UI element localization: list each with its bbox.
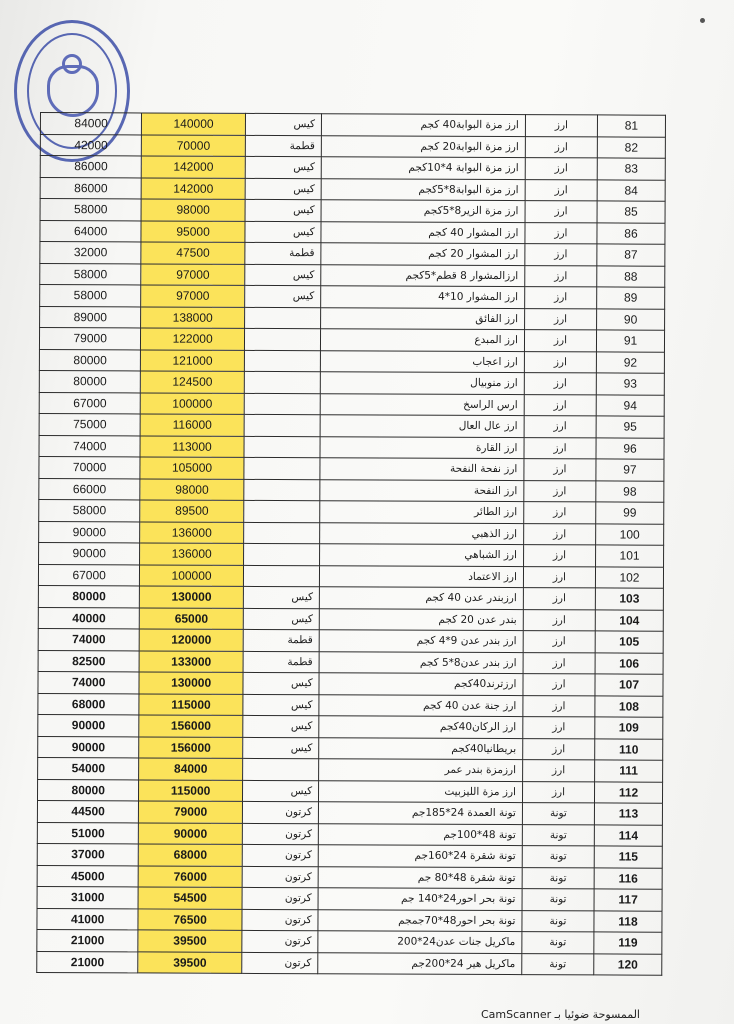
item-name-cell: ارز مزة البوابة8*5كجم [321, 178, 525, 200]
cost-cell: 89000 [40, 306, 141, 328]
unit-cell: كيس [245, 199, 321, 221]
cost-cell: 58000 [40, 285, 141, 307]
unit-cell [244, 350, 320, 372]
row-number-cell: 118 [594, 910, 662, 932]
unit-cell [244, 328, 320, 350]
unit-cell: كيس [242, 780, 318, 802]
price-cell: 54500 [138, 887, 242, 909]
unit-cell: كيس [243, 715, 319, 737]
unit-cell: قطمة [245, 135, 321, 157]
item-name-cell: ارس الراسخ [320, 393, 524, 415]
price-cell: 124500 [141, 371, 245, 393]
table-row [38, 671, 663, 695]
category-cell: تونة [522, 910, 594, 932]
table-row [39, 349, 664, 373]
category-cell: ارز [523, 674, 595, 696]
item-name-cell: بندر عدن 20 كجم [319, 608, 523, 630]
cost-cell: 82500 [38, 650, 139, 672]
table-row [38, 650, 663, 674]
table-row [40, 306, 665, 330]
unit-cell [244, 393, 320, 415]
category-cell: ارز [524, 502, 596, 524]
cost-cell: 80000 [38, 585, 139, 607]
item-name-cell: ارز مزة الليزبيت [319, 780, 523, 802]
cost-cell: 86000 [40, 156, 141, 178]
category-cell: ارز [525, 287, 597, 309]
unit-cell: كرتون [242, 801, 318, 823]
price-cell: 105000 [140, 457, 244, 479]
item-name-cell: ارز الشباهي [320, 544, 524, 566]
cost-cell: 74000 [38, 671, 139, 693]
unit-cell: كرتون [242, 887, 318, 909]
category-cell: ارز [525, 179, 597, 201]
price-cell: 136000 [140, 521, 244, 543]
table-row [39, 435, 664, 459]
row-number-cell: 115 [594, 846, 662, 868]
unit-cell: كيس [245, 178, 321, 200]
row-number-cell: 119 [594, 932, 662, 954]
item-name-cell: ارز بندر عدن 9*4 كجم [319, 630, 523, 652]
row-number-cell: 101 [596, 545, 664, 567]
item-name-cell: ارز مزة البوابة 4*10كجم [321, 157, 525, 179]
row-number-cell: 117 [594, 889, 662, 911]
item-name-cell: ارز الطائر [320, 501, 524, 523]
item-name-cell: ارز الاعتماد [320, 565, 524, 587]
table-row [38, 564, 663, 588]
row-number-cell: 96 [596, 437, 664, 459]
unit-cell: قطمة [243, 651, 319, 673]
category-cell: ارز [523, 609, 595, 631]
unit-cell: كيس [245, 113, 321, 135]
cost-cell: 40000 [38, 607, 139, 629]
item-name-cell: ماكريل جنات عدن24*200 [318, 931, 522, 953]
camscanner-footer: الممسوحة ضوئيا بـ CamScanner [480, 1008, 640, 1021]
cost-cell: 68000 [38, 693, 139, 715]
price-cell: 130000 [140, 586, 244, 608]
row-number-cell: 83 [597, 158, 665, 180]
price-cell: 100000 [140, 564, 244, 586]
category-cell: تونة [522, 932, 594, 954]
table-row [40, 242, 665, 266]
unit-cell: كيس [245, 221, 321, 243]
category-cell: ارز [523, 652, 595, 674]
row-number-cell: 85 [597, 201, 665, 223]
price-cell: 97000 [141, 263, 245, 285]
table-row [39, 413, 664, 437]
item-name-cell: بريطانيا40كجم [319, 737, 523, 759]
unit-cell: كرتون [242, 866, 318, 888]
item-name-cell: ارزبندر عدن 40 كجم [319, 587, 523, 609]
item-name-cell: ارزالمشوار 8 قطم*5كجم [321, 264, 525, 286]
cost-cell: 64000 [40, 220, 141, 242]
cost-cell: 21000 [37, 929, 138, 951]
category-cell: ارز [524, 523, 596, 545]
price-cell: 84000 [139, 758, 243, 780]
cost-cell: 74000 [38, 628, 139, 650]
row-number-cell: 89 [597, 287, 665, 309]
row-number-cell: 114 [594, 824, 662, 846]
row-number-cell: 104 [595, 609, 663, 631]
table-row [37, 779, 662, 803]
unit-cell [244, 479, 320, 501]
item-name-cell: ارز مزة البوابة40 كجم [322, 114, 526, 136]
row-number-cell: 113 [594, 803, 662, 825]
price-cell: 98000 [140, 478, 244, 500]
row-number-cell: 100 [596, 523, 664, 545]
cost-cell: 44500 [37, 800, 138, 822]
price-cell: 65000 [140, 607, 244, 629]
cost-cell: 90000 [38, 714, 139, 736]
item-name-cell: ارز جنة عدن 40 كجم [319, 694, 523, 716]
item-name-cell: تونة شقرة 24*160جم [318, 845, 522, 867]
category-cell: ارز [524, 437, 596, 459]
unit-cell [243, 522, 319, 544]
table-row [39, 328, 664, 352]
table-row [37, 908, 662, 932]
price-cell: 120000 [140, 629, 244, 651]
unit-cell: كرتون [242, 930, 318, 952]
table-row [37, 951, 662, 975]
cost-cell: 79000 [39, 328, 140, 350]
category-cell: ارز [524, 480, 596, 502]
category-cell: ارز [523, 545, 595, 567]
table-row [38, 693, 663, 717]
cost-cell: 51000 [37, 822, 138, 844]
price-cell: 76500 [138, 908, 242, 930]
unit-cell [244, 500, 320, 522]
row-number-cell: 93 [596, 373, 664, 395]
category-cell: تونة [522, 867, 594, 889]
row-number-cell: 90 [597, 308, 665, 330]
cost-cell: 86000 [40, 177, 141, 199]
row-number-cell: 97 [596, 459, 664, 481]
category-cell: تونة [522, 953, 594, 975]
unit-cell [244, 371, 320, 393]
price-cell: 138000 [141, 306, 245, 328]
table-row [37, 929, 662, 953]
category-cell: ارز [523, 588, 595, 610]
cost-cell: 74000 [39, 435, 140, 457]
row-number-cell: 105 [595, 631, 663, 653]
table-row [40, 156, 665, 180]
price-cell: 136000 [140, 543, 244, 565]
row-number-cell: 110 [595, 738, 663, 760]
category-cell: ارز [522, 781, 594, 803]
item-name-cell: ارز المشوار 20 كجم [321, 243, 525, 265]
category-cell: ارز [525, 201, 597, 223]
unit-cell [243, 565, 319, 587]
price-cell: 142000 [141, 177, 245, 199]
category-cell: ارز [524, 416, 596, 438]
unit-cell [244, 457, 320, 479]
unit-cell: كيس [243, 694, 319, 716]
price-cell: 113000 [140, 435, 244, 457]
item-name-cell: ارز المبدع [321, 329, 525, 351]
cost-cell: 58000 [39, 499, 140, 521]
cost-cell: 67000 [39, 392, 140, 414]
item-name-cell: ارز القارة [320, 436, 524, 458]
table-row [38, 607, 663, 631]
cost-cell: 66000 [39, 478, 140, 500]
item-name-cell: ارز منوبيال [320, 372, 524, 394]
category-cell: تونة [522, 824, 594, 846]
table-row [37, 886, 662, 910]
item-name-cell: ارز نفحة النفحة [320, 458, 524, 480]
cost-cell: 80000 [39, 370, 140, 392]
cost-cell: 67000 [38, 564, 139, 586]
item-name-cell: ارزترند40كجم [319, 673, 523, 695]
row-number-cell: 88 [597, 265, 665, 287]
row-number-cell: 84 [597, 179, 665, 201]
item-name-cell: ارز المشوار 40 كجم [321, 221, 525, 243]
item-name-cell: ارز المشوار 10*4 [321, 286, 525, 308]
table-row [40, 285, 665, 309]
row-number-cell: 91 [596, 330, 664, 352]
item-name-cell: تونة بحر احور48*70جمجم [318, 909, 522, 931]
table-row [40, 134, 665, 158]
category-cell: ارز [525, 158, 597, 180]
row-number-cell: 106 [595, 652, 663, 674]
price-cell: 70000 [142, 134, 246, 156]
cost-cell: 37000 [37, 843, 138, 865]
category-cell: ارز [523, 695, 595, 717]
cost-cell: 90000 [38, 736, 139, 758]
table-row [39, 392, 664, 416]
price-cell: 156000 [139, 715, 243, 737]
item-name-cell: ارزمزة بندر عمر [319, 759, 523, 781]
item-name-cell: تونة العمدة 24*185جم [319, 802, 523, 824]
cost-cell: 90000 [39, 542, 140, 564]
unit-cell: كيس [243, 737, 319, 759]
price-cell: 122000 [141, 328, 245, 350]
category-cell: ارز [524, 373, 596, 395]
unit-cell: كيس [243, 672, 319, 694]
category-cell: ارز [523, 631, 595, 653]
cost-cell: 80000 [39, 349, 140, 371]
row-number-cell: 95 [596, 416, 664, 438]
category-cell: تونة [522, 846, 594, 868]
category-cell: ارز [525, 244, 597, 266]
item-name-cell: ارز اعجاب [320, 350, 524, 372]
category-cell: ارز [523, 566, 595, 588]
price-cell: 140000 [142, 113, 246, 135]
cost-cell: 54000 [38, 757, 139, 779]
unit-cell: قطمة [245, 242, 321, 264]
price-cell: 130000 [139, 672, 243, 694]
cost-cell: 58000 [40, 263, 141, 285]
table-row [39, 456, 664, 480]
category-cell: ارز [523, 760, 595, 782]
item-name-cell: ارز مزة الزير8*5كجم [321, 200, 525, 222]
cost-cell: 31000 [37, 886, 138, 908]
item-name-cell: ارز النفحة [320, 479, 524, 501]
price-cell: 115000 [139, 779, 243, 801]
unit-cell [244, 414, 320, 436]
category-cell: ارز [524, 351, 596, 373]
row-number-cell: 92 [596, 351, 664, 373]
row-number-cell: 103 [595, 588, 663, 610]
scan-speck [700, 18, 705, 23]
category-cell: ارز [525, 136, 597, 158]
table-row [40, 199, 665, 223]
category-cell: ارز [524, 394, 596, 416]
price-cell: 89500 [140, 500, 244, 522]
row-number-cell: 102 [595, 566, 663, 588]
cost-cell: 45000 [37, 865, 138, 887]
unit-cell: كيس [243, 586, 319, 608]
unit-cell: كيس [245, 264, 321, 286]
price-cell: 133000 [139, 650, 243, 672]
row-number-cell: 107 [595, 674, 663, 696]
table-row [38, 585, 663, 609]
row-number-cell: 81 [597, 115, 665, 137]
item-name-cell: تونة شقرة 48*80 جم [318, 866, 522, 888]
unit-cell: قطمة [243, 629, 319, 651]
row-number-cell: 111 [595, 760, 663, 782]
price-cell: 97000 [141, 285, 245, 307]
price-cell: 156000 [139, 736, 243, 758]
cost-cell: 80000 [37, 779, 138, 801]
item-name-cell: ارز عال العال [320, 415, 524, 437]
table-row [40, 113, 665, 137]
row-number-cell: 116 [594, 867, 662, 889]
row-number-cell: 120 [594, 953, 662, 975]
table-row [38, 736, 663, 760]
cost-cell: 84000 [40, 113, 141, 135]
category-cell: ارز [524, 308, 596, 330]
row-number-cell: 87 [597, 244, 665, 266]
table-row [38, 714, 663, 738]
cost-cell: 42000 [40, 134, 141, 156]
unit-cell: كيس [245, 156, 321, 178]
category-cell: ارز [523, 738, 595, 760]
unit-cell: كرتون [242, 952, 318, 974]
unit-cell [243, 543, 319, 565]
price-cell: 39500 [138, 930, 242, 952]
category-cell: ارز [525, 265, 597, 287]
item-name-cell: ارز الركان40كجم [319, 716, 523, 738]
row-number-cell: 82 [597, 136, 665, 158]
unit-cell [244, 436, 320, 458]
cost-cell: 41000 [37, 908, 138, 930]
table-row [39, 542, 664, 566]
table-row [39, 521, 664, 545]
table-row [39, 499, 664, 523]
price-cell: 98000 [141, 199, 245, 221]
price-list-table [36, 112, 666, 976]
item-name-cell: ارز الذهبي [320, 522, 524, 544]
category-cell: ارز [525, 222, 597, 244]
table-row [40, 263, 665, 287]
row-number-cell: 109 [595, 717, 663, 739]
price-cell: 79000 [139, 801, 243, 823]
category-cell: تونة [522, 889, 594, 911]
table-row [38, 628, 663, 652]
price-cell: 142000 [142, 156, 246, 178]
unit-cell: كرتون [242, 909, 318, 931]
item-name-cell: تونة 48*100جم [318, 823, 522, 845]
price-cell: 76000 [138, 865, 242, 887]
item-name-cell: ارز الفائق [321, 307, 525, 329]
price-cell: 116000 [140, 414, 244, 436]
row-number-cell: 112 [595, 781, 663, 803]
cost-cell: 90000 [39, 521, 140, 543]
item-name-cell: ماكريل هير 24*200جم [318, 952, 522, 974]
cost-cell: 32000 [40, 242, 141, 264]
price-cell: 115000 [139, 693, 243, 715]
cost-cell: 21000 [37, 951, 138, 973]
row-number-cell: 94 [596, 394, 664, 416]
price-cell: 95000 [141, 220, 245, 242]
category-cell: ارز [525, 115, 597, 137]
category-cell: ارز [523, 717, 595, 739]
row-number-cell: 108 [595, 695, 663, 717]
price-cell: 39500 [138, 951, 242, 973]
item-name-cell: ارز مزة البوابة20 كجم [321, 135, 525, 157]
unit-cell [244, 307, 320, 329]
table-row [37, 843, 662, 867]
eagle-emblem-icon [47, 65, 99, 117]
table-row [39, 478, 664, 502]
row-number-cell: 86 [597, 222, 665, 244]
item-name-cell: ارز بندر عدن8*5 كجم [319, 651, 523, 673]
table-row [39, 370, 664, 394]
category-cell: ارز [524, 459, 596, 481]
cost-cell: 70000 [39, 456, 140, 478]
table-row [40, 220, 665, 244]
unit-cell: كرتون [242, 823, 318, 845]
price-cell: 90000 [139, 822, 243, 844]
cost-cell: 58000 [40, 199, 141, 221]
table-row [40, 177, 665, 201]
category-cell: تونة [522, 803, 594, 825]
cost-cell: 75000 [39, 413, 140, 435]
category-cell: ارز [524, 330, 596, 352]
price-cell: 100000 [141, 392, 245, 414]
unit-cell: كرتون [242, 844, 318, 866]
table-row [37, 800, 662, 824]
table-row [37, 822, 662, 846]
unit-cell [242, 758, 318, 780]
table-row [37, 865, 662, 889]
price-cell: 121000 [141, 349, 245, 371]
item-name-cell: تونة بحر احور24*140 جم [318, 888, 522, 910]
price-cell: 68000 [139, 844, 243, 866]
table-row [38, 757, 663, 781]
row-number-cell: 99 [596, 502, 664, 524]
price-cell: 47500 [141, 242, 245, 264]
row-number-cell: 98 [596, 480, 664, 502]
unit-cell: كيس [244, 285, 320, 307]
unit-cell: كيس [243, 608, 319, 630]
